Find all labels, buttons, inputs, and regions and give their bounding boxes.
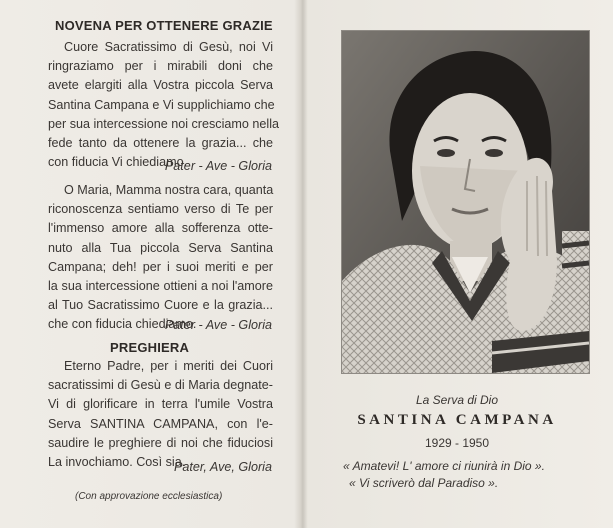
text-line: Vi di glorificare in terra l'umile Vostra <box>48 397 273 412</box>
quote-2: « Vi scriverò dal Paradiso ». <box>349 476 499 490</box>
life-years: 1929 - 1950 <box>424 436 490 450</box>
text-line: che con fiducia chiediamo. <box>48 317 197 332</box>
text-line: sacratissimi di Gesù e di Maria degnate- <box>48 378 273 393</box>
text-line: ringraziamo per i mirabili doni che <box>48 59 273 74</box>
left-page <box>0 0 300 528</box>
text-line: la sua intercessione ottieni a noi l'amore <box>48 278 273 293</box>
portrait-illustration <box>342 31 589 373</box>
text-line: Campana; deh! per i suoi meriti e per <box>48 259 273 274</box>
text-line: Santina Campana e Vi supplichiamo che <box>48 97 275 112</box>
novena-paragraph-1 <box>48 38 280 172</box>
prayer-heading: PREGHIERA <box>110 340 190 355</box>
text-line: Eterno Padre, per i meriti dei Cuori <box>64 359 273 373</box>
text-line: con fiducia Vi chiediamo. <box>48 155 188 170</box>
saint-name: SANTINA CAMPANA <box>357 412 557 428</box>
prayer-paragraph <box>48 357 273 472</box>
text-line: al Tuo Sacratissimo Cuore e la grazia... <box>48 298 273 313</box>
prayer-signature-1: Pater - Ave - Gloria <box>164 159 272 173</box>
text-line: O Maria, Mamma nostra cara, quanta <box>64 183 274 197</box>
ecclesiastical-approval: (Con approvazione ecclesiastica) <box>75 491 223 502</box>
text-line: fede tanto da ottenere la grazia... che <box>48 135 273 150</box>
text-line: saudire le preghiere di noi che fiduciosi <box>48 435 273 450</box>
subtitle-servant-of-god: La Serva di Dio <box>415 393 499 407</box>
prayer-signature-3: Pater, Ave, Gloria <box>173 460 272 474</box>
text-line: Cuore Sacratissimo di Gesù, noi Vi <box>64 40 273 54</box>
quote-1: « Amatevi! L' amore ci riunirà in Dio ». <box>343 459 545 473</box>
text-line: nuto alla Tua piccola Serva Santina <box>48 240 273 255</box>
portrait-photo <box>342 31 589 373</box>
text-line: avete elargiti alla Vostra piccola Serva <box>48 78 273 93</box>
text-line: Serva SANTINA CAMPANA, con l'e- <box>48 416 273 431</box>
text-line: La invochiamo. Così sia. <box>48 454 186 469</box>
novena-heading: NOVENA PER OTTENERE GRAZIE <box>55 18 273 33</box>
text-line: l'immenso amore alla sofferenza otte- <box>48 221 273 236</box>
right-page <box>301 0 613 528</box>
prayer-signature-2: Pater - Ave - Gloria <box>164 318 272 332</box>
novena-paragraph-2 <box>48 181 273 335</box>
text-line: riconoscenza sentiamo verso di Te per <box>48 202 273 217</box>
text-line: per sua intercessione noi cresciamo nella <box>48 116 280 131</box>
